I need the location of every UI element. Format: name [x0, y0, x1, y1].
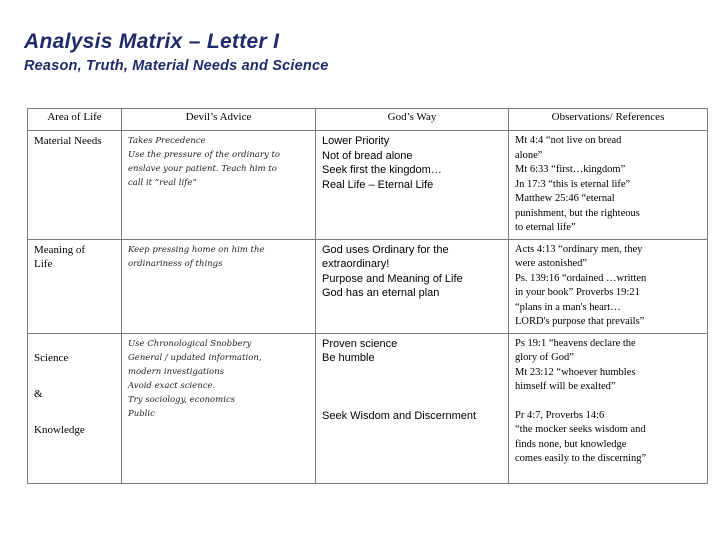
- reference-line: in your book” Proverbs 19:21: [515, 287, 640, 298]
- gods-way-line: Lower Priority: [322, 135, 390, 147]
- gods-way-cell: [316, 131, 509, 240]
- table-row-material-needs: [28, 131, 708, 240]
- observations-cell: [509, 131, 708, 240]
- devils-advice-line: Public: [128, 408, 155, 419]
- reference-line: “plans in a man's heart…: [515, 301, 621, 313]
- devils-advice-cell: [122, 333, 316, 483]
- area-text: Meaning of: [34, 243, 86, 256]
- reference-line: glory of God”: [515, 352, 574, 363]
- gods-way-line: God uses Ordinary for the: [322, 243, 449, 256]
- reference-line: Ps 19:1 “heavens declare the: [515, 337, 636, 349]
- gods-way-line: Seek Wisdom and Discernment: [322, 409, 477, 422]
- devils-advice-line: ordinariness of things: [128, 258, 223, 269]
- area-cell: [28, 333, 122, 483]
- devils-advice-cell: [122, 131, 316, 240]
- devils-advice-line: General / updated information,: [128, 352, 262, 363]
- table-row-science-knowledge: [28, 333, 708, 483]
- devils-advice-line: Takes Precedence: [128, 136, 206, 146]
- reference-line: Pr 4:7, Proverbs 14:6: [515, 409, 605, 421]
- area-text: Material Needs: [34, 135, 102, 147]
- reference-line: Acts 4:13 “ordinary men, they: [515, 243, 643, 255]
- reference-line: Mt 4:4 “not live on bread: [515, 135, 622, 146]
- gods-way-line: Proven science: [322, 337, 398, 350]
- analysis-matrix-table: [27, 108, 708, 484]
- devils-advice-line: Keep pressing home on him the: [128, 244, 265, 255]
- area-text: Knowledge: [34, 423, 85, 436]
- gods-way-line: extraordinary!: [322, 258, 390, 270]
- reference-line: himself will be exalted”: [515, 381, 616, 392]
- reference-line: Mt 23:12 “whoever humbles: [515, 366, 636, 378]
- reference-line: alone”: [515, 149, 543, 161]
- devils-advice-line: call it “real life”: [128, 178, 197, 188]
- reference-line: to eternal life”: [515, 222, 576, 233]
- reference-line: punishment, but the righteous: [515, 207, 640, 219]
- reference-line: LORD's purpose that prevails”: [515, 316, 645, 327]
- devils-advice-line: Avoid exact science.: [128, 380, 216, 391]
- table-header-row: [28, 109, 708, 131]
- devils-advice-line: Use Chronological Snobbery: [128, 338, 252, 349]
- table-row-meaning-of-life: [28, 239, 708, 333]
- header-devils-advice: Devil’s Advice: [122, 109, 316, 131]
- gods-way-line: Seek first the kingdom…: [322, 164, 442, 176]
- devils-advice-line: modern investigations: [128, 366, 225, 377]
- area-cell: [28, 131, 122, 240]
- reference-line: Ps. 139:16 “ordained …written: [515, 272, 647, 284]
- area-text: Science: [34, 351, 69, 364]
- gods-way-cell: [316, 239, 509, 333]
- reference-line: finds none, but knowledge: [515, 438, 627, 450]
- gods-way-cell: [316, 333, 509, 483]
- reference-line: Matthew 25:46 “eternal: [515, 193, 615, 204]
- reference-line: Mt 6:33 “first…kingdom”: [515, 164, 626, 175]
- area-text: Life: [34, 257, 53, 270]
- area-ampersand: &: [34, 387, 43, 400]
- page-title: Analysis Matrix – Letter I: [24, 30, 280, 53]
- reference-line: “the mocker seeks wisdom and: [515, 424, 646, 435]
- reference-line: were astonished”: [515, 258, 588, 269]
- observations-cell: [509, 239, 708, 333]
- header-observations-references: Observations/ References: [509, 109, 708, 131]
- gods-way-line: Be humble: [322, 352, 375, 364]
- observations-cell: [509, 333, 708, 483]
- reference-line: Jn 17:3 “this is eternal life”: [515, 178, 631, 190]
- area-cell: [28, 239, 122, 333]
- gods-way-line: Real Life – Eternal Life: [322, 178, 434, 191]
- header-area-of-life: Area of Life: [28, 109, 122, 131]
- gods-way-line: Purpose and Meaning of Life: [322, 272, 463, 285]
- devils-advice-line: Use the pressure of the ordinary to: [128, 150, 280, 160]
- reference-line: comes easily to the discerning”: [515, 453, 647, 464]
- header-gods-way: God’s Way: [316, 109, 509, 131]
- devils-advice-line: Try sociology, economics: [128, 394, 236, 405]
- gods-way-line: Not of bread alone: [322, 149, 413, 162]
- devils-advice-cell: [122, 239, 316, 333]
- gods-way-line: God has an eternal plan: [322, 287, 440, 299]
- devils-advice-line: enslave your patient. Teach him to: [128, 164, 277, 174]
- page-subtitle: Reason, Truth, Material Needs and Science: [24, 58, 329, 74]
